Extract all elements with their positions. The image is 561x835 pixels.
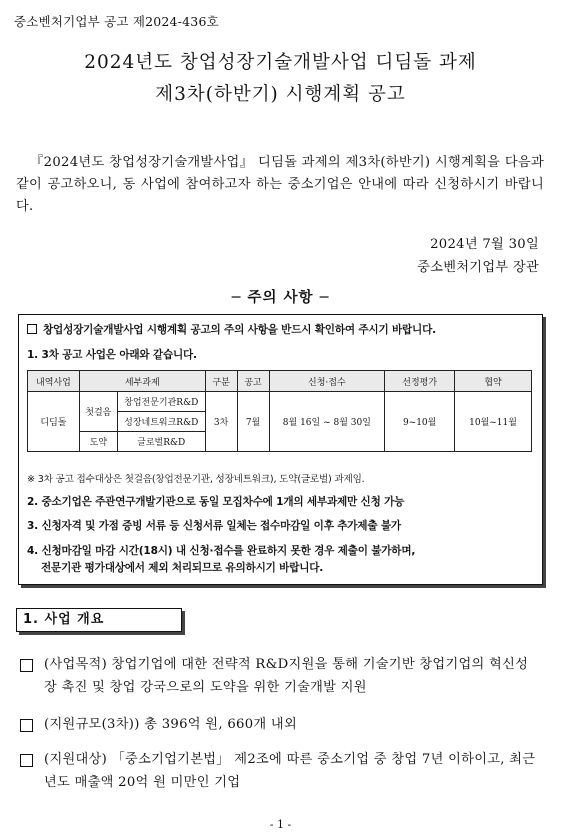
notice-title: ─ 주의 사항 ─: [231, 290, 330, 306]
notice-box: [18, 314, 543, 585]
col-header: 세부과제: [79, 371, 205, 392]
task-cell: 글로벌R&D: [117, 432, 205, 452]
announcement-number: 중소벤처기업부 공고 제2024-436호: [14, 14, 219, 29]
section-title: 1. 사업 개요: [16, 608, 182, 632]
agreement-cell: 10월~11월: [455, 392, 532, 452]
title-line-1: 2024년도 창업성장기술개발사업 디딤돌 과제: [84, 52, 477, 73]
checkbox-square-icon: [20, 754, 33, 767]
task-cell: 창업전문기관R&D: [117, 392, 205, 412]
round-cell: 3차: [205, 392, 237, 452]
col-header: 선정평가: [385, 371, 455, 392]
notice-item-2: 2. 중소기업은 주관연구개발기관으로 동일 모집차수에 1개의 세부과제만 신청 가능: [27, 496, 405, 508]
checkbox-square-icon: [20, 659, 33, 672]
schedule-table: [27, 370, 532, 452]
list-item: [20, 713, 540, 736]
notice-item-4-cont: 전문기관 평가대상에서 제외 처리되므로 유의하시기 바랍니다.: [41, 562, 324, 574]
group-cell: 첫걸음: [79, 392, 117, 432]
group-cell: 도약: [79, 432, 117, 452]
col-header: 신청·접수: [269, 371, 385, 392]
checkbox-square-icon: [20, 719, 33, 732]
col-header: 협약: [455, 371, 532, 392]
intro-paragraph: 『2024년도 창업성장기술개발사업』 디딤돌 과제의 제3차(하반기) 시행계획을 다음과 같이 공고하오니, 동 사업에 참여하고자 하는 중소기업은 안내에 따라 신청하시기 바랍니다.: [16, 155, 544, 214]
col-header: 내역사업: [28, 371, 80, 392]
program-cell: 디딤돌: [28, 392, 80, 452]
table-row: [28, 392, 532, 412]
list-item: [20, 748, 540, 794]
col-header: 공고: [237, 371, 269, 392]
checkbox-square-icon: [27, 324, 37, 334]
page-number: - 1 -: [269, 818, 292, 831]
notice-header-text: 창업성장기술개발사업 시행계획 공고의 주의 사항을 반드시 확인하여 주시기 바랍니다.: [43, 324, 436, 336]
list-item: [20, 653, 540, 699]
evaluation-cell: 9~10월: [385, 392, 455, 452]
col-header: 구분: [205, 371, 237, 392]
announce-cell: 7월: [237, 392, 269, 452]
title-line-2: 제3차(하반기) 시행계획 공고: [155, 84, 406, 105]
list-item-text: (지원대상) 「중소기업기본법」 제2조에 따른 중소기업 중 창업 7년 이하이고, 최근년도 매출액 20억 원 미만인 기업: [44, 752, 536, 790]
task-cell: 성장네트워크R&D: [117, 412, 205, 432]
table-header-row: [28, 371, 532, 392]
notice-item-4: 4. 신청마감일 마감 시간(18시) 내 신청·접수를 완료하지 못한 경우 제출이 불가하며,: [27, 545, 416, 557]
apply-period-cell: 8월 16일 ~ 8월 30일: [269, 392, 385, 452]
issuer: 중소벤처기업부 장관: [417, 260, 539, 275]
notice-item-1: 1. 3차 공고 사업은 아래와 같습니다.: [27, 349, 197, 361]
notice-note: ※ 3차 공고 접수대상은 첫걸음(창업전문기관, 성장네트워크), 도약(글로벌) 과제임.: [27, 474, 365, 485]
notice-header: [27, 322, 436, 337]
list-item-text: (사업목적) 창업기업에 대한 전략적 R&D지원을 통해 기술기반 창업기업의 혁신성장 촉진 및 창업 강국으로의 도약을 위한 기술개발 지원: [44, 657, 529, 695]
list-item-text: (지원규모(3차)) 총 396억 원, 660개 내외: [44, 717, 297, 732]
notice-item-3: 3. 신청자격 및 가점 증빙 서류 등 신청서류 일체는 접수마감일 이후 추가제출 불가: [27, 520, 401, 532]
announcement-date: 2024년 7월 30일: [430, 237, 539, 252]
